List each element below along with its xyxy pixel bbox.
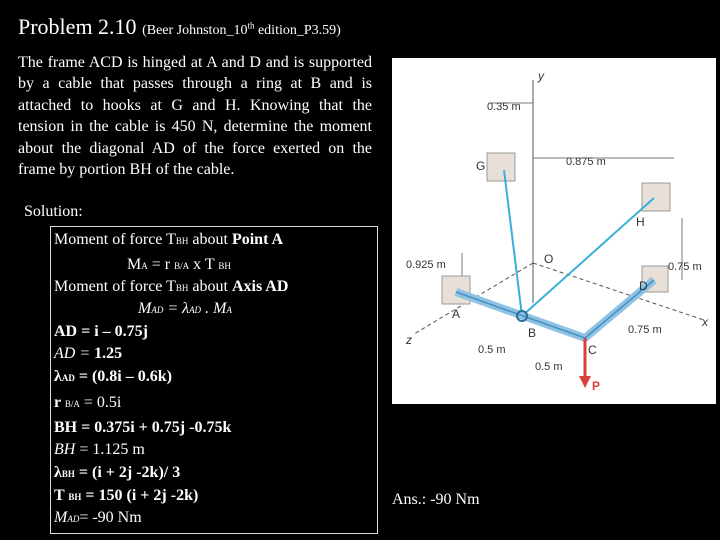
problem-number: Problem 2.10 [18, 14, 137, 39]
hook-plate-h [642, 183, 670, 211]
dim-05-a: 0.5 m [478, 344, 506, 356]
solution-line-11: λBH = (i + 2j -2k)/ 3 [54, 464, 181, 481]
solution-line-9: BH = 0.375i + 0.75j -0.75k [54, 419, 232, 436]
label-p: P [592, 379, 601, 393]
solution-line-3: Moment of force TBH about Axis AD [54, 278, 289, 295]
solution-line-2: MA = r B/A x T BH [127, 256, 231, 273]
solution-line-13: MAD= -90 Nm [54, 509, 142, 526]
solution-line-4: MAD = λAD . MA [138, 300, 232, 317]
dim-075-mid: 0.75 m [628, 324, 662, 336]
solution-line-12: T BH = 150 (i + 2j -2k) [54, 487, 199, 504]
frame-figure [392, 58, 716, 404]
solution-line-7: λAD = (0.8i – 0.6k) [54, 368, 172, 385]
frame-diagram [392, 58, 716, 404]
solution-label: Solution: [24, 203, 83, 220]
dim-075-right: 0.75 m [668, 261, 702, 273]
label-a: A [452, 307, 461, 321]
problem-statement: The frame ACD is hinged at A and D and is supported by a cable that passes through a ring at B and is attached to hooks at G and H. Knowing that the tension in the cable is 450 N, determine the moment about the diagonal AD of the force exerted on the frame by portion BH of the cable. [18, 54, 372, 179]
dim-0875: 0.875 m [566, 156, 606, 168]
answer-text: Ans.: -90 Nm [392, 491, 480, 508]
label-o: O [544, 252, 554, 266]
label-d: D [639, 279, 648, 293]
slide-title [18, 14, 341, 40]
label-y: y [538, 69, 544, 83]
label-z: z [406, 333, 412, 347]
frame-acd [456, 280, 654, 338]
label-x: x [702, 315, 708, 329]
dim-05-b: 0.5 m [535, 361, 563, 373]
label-g: G [476, 159, 486, 173]
dim-035: 0.35 m [487, 101, 521, 113]
title-source: (Beer Johnston_10th edition_P3.59) [142, 20, 341, 38]
solution-line-10: BH = 1.125 m [54, 441, 145, 458]
hinge-plate-a [442, 276, 470, 304]
label-c: C [588, 343, 597, 357]
solution-line-8: r B/A = 0.5i [54, 394, 122, 411]
label-h: H [636, 215, 645, 229]
label-b: B [528, 326, 537, 340]
dim-0925: 0.925 m [406, 259, 446, 271]
solution-line-6: AD = 1.25 [54, 345, 123, 362]
solution-line-5: AD = i – 0.75j [54, 323, 148, 340]
cable-bg [504, 170, 522, 316]
hook-plate-g [487, 153, 515, 181]
solution-line-1: Moment of force TBH about Point A [54, 231, 284, 248]
